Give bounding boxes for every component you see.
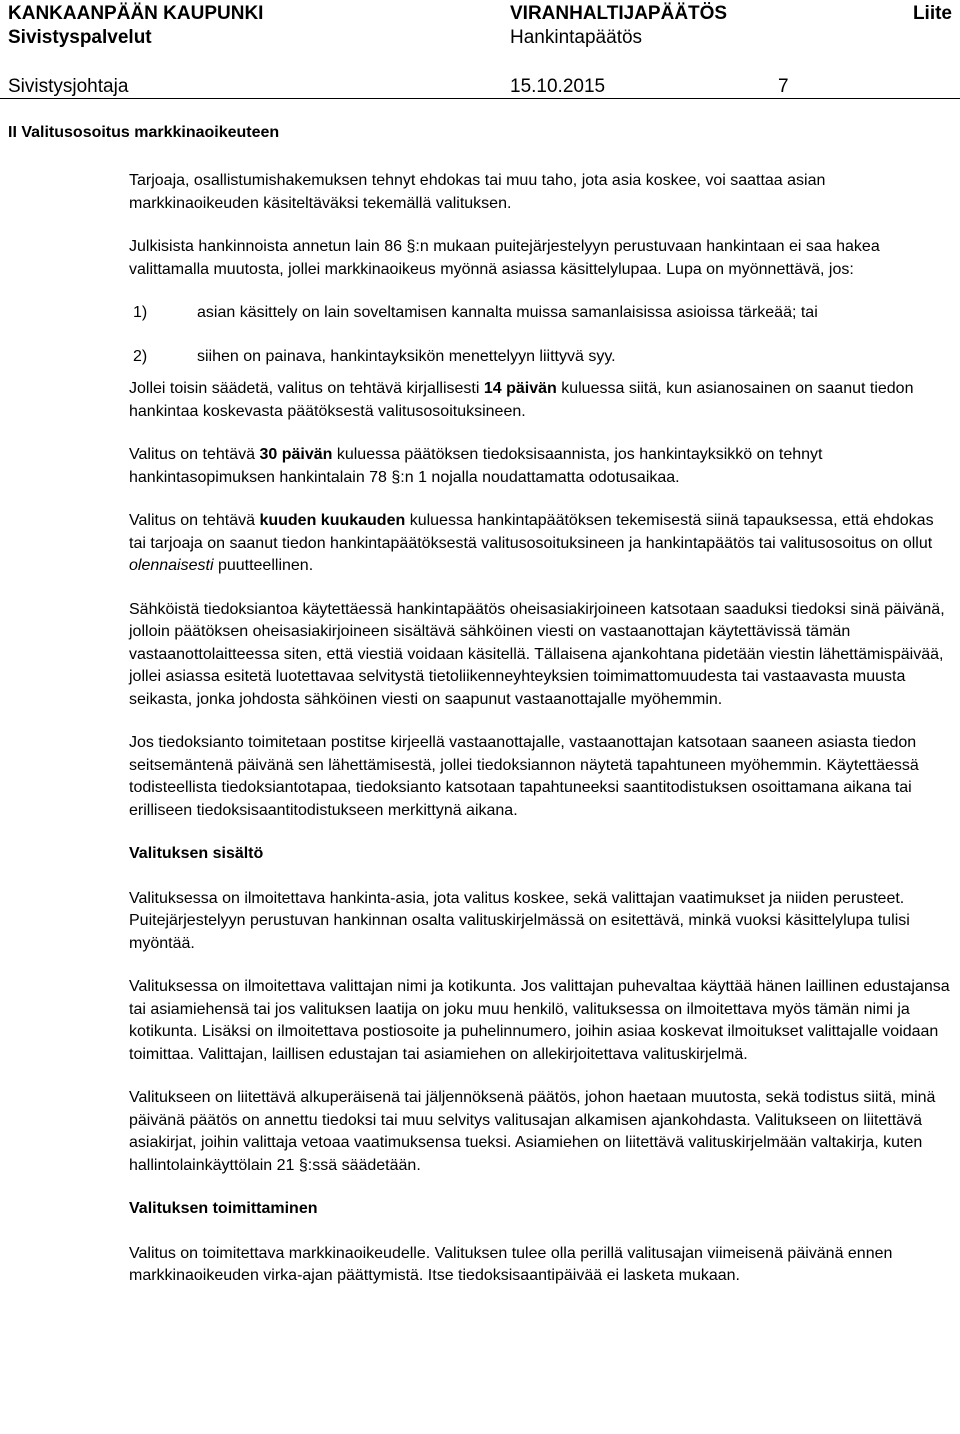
list-number: 2) [133,347,148,365]
paragraph: Valituksessa on ilmoitettava hankinta-asia, jota valitus koskee, sekä valittajan vaatimukset ja niiden perusteet. Puitejärjestelyyn perustuvan hankinnan osalta valituskirjelmässä on esitettävä, minkä vuoksi käsittelylupa tulisi myöntää. [129,889,910,952]
section-number: 7 [778,76,789,97]
deadline-emphasis: kuuden kuukauden [259,512,406,529]
list-number: 1) [133,304,148,321]
list-text: asian käsittely on lain soveltamisen kannalta muissa samanlaisissa asioissa tärkeää; tai [197,304,818,321]
paragraph: Valitus on tehtävä kuuden kuukauden kuluessa hankintapäätöksen tekemisestä siinä tapauksessa, että ehdokas tai tarjoaja on saanut tiedon hankintapäätöksestä valitusosoituksineen ja hankintapäätös tai valitusosoitus on ollut olennaisesti puutteellinen. [129,512,934,574]
paragraph: Sähköistä tiedoksiantoa käytettäessä hankintapäätös oheisasiakirjoineen katsotaan saaduksi tiedoksi sinä päivänä, jolloin päätöksen oheisasiakirjoineen sisältävä sähköinen viesti on vastaanottajan käytettävissä tämän vastaanottolaitteessa siten, että viestiä voidaan käsitellä. Tällaisena ajankohtana pidetään viestin lähettämispäivää, jollei asiassa esitetä luotettavaa selvitystä tietoliikenneyhteyksien toimimattomuudesta tai vastaavasta muusta seikasta, jonka johdosta sähköinen viesti on saapunut vastaanottajalle myöhemmin. [129,600,945,708]
paragraph: Tarjoaja, osallistumishakemuksen tehnyt ehdokas tai muu taho, jota asia koskee, voi saattaa asian markkinaoikeuden käsiteltäväksi tekemällä valituksen. [129,172,826,212]
list-text: siihen on painava, hankintayksikön menettelyyn liittyvä syy. [197,347,616,365]
subject: Hankintapäätös [510,27,643,48]
header-divider [0,98,960,99]
attachment-label: Liite [912,3,952,24]
paragraph: Valitukseen on liitettävä alkuperäisenä tai jäljennöksenä päätös, johon haetaan muutosta, sekä todistus siitä, minä päivänä päätös on annettu tiedoksi tai muu selvitys valitusajan alkamisen ajankohdasta. Valitukseen on liitettävä asiakirjat, joihin valittaja vetoaa vaatimuksensa tueksi. Asiamiehen on liitettävä valituskirjelmään valtakirja, kuten hallintolainkäyttölain 21 §:ssä säädetään. [129,1089,936,1174]
official-title: Sivistysjohtaja [8,76,129,97]
doc-type: VIRANHALTIJAPÄÄTÖS [510,3,728,24]
department: Sivistyspalvelut [8,27,152,48]
document-body [129,170,954,1309]
paragraph: Jos tiedoksianto toimitetaan postitse kirjeellä vastaanottajalle, vastaanottajan katsotaan saaneen asiasta tiedon seitsemäntenä päivänä sen lähettämisestä, jollei tiedoksiannon näytetä tapahtuneen myöhemmin. Käytettäessä todisteellista tiedoksiantotapaa, tiedoksianto katsotaan tapahtuneeksi saantitodistuksen osoittamana aikana tai erilliseen tiedoksisaantitodistukseen merkittynä aikana. [129,734,919,819]
paragraph: Julkisista hankinnoista annetun lain 86 §:n mukaan puitejärjestelyyn perustuvaan hankintaan ei saa hakea valittamalla muutosta, jollei markkinaoikeus myönnä asiassa käsittelylupaa. Lupa on myönnettävä, jos: [129,238,880,278]
deadline-emphasis: 30 päivän [259,446,333,463]
list-item [129,302,954,325]
decision-date: 15.10.2015 [510,76,606,97]
section-title: II Valitusosoitus markkinaoikeuteen [8,124,280,141]
paragraph: Jollei toisin säädetä, valitus on tehtävä kirjallisesti 14 päivän kuluessa siitä, kun asianosainen on saanut tiedon hankintaa koskevasta päätöksestä valitusosoituksineen. [129,380,914,420]
paragraph: Valituksessa on ilmoitettava valittajan nimi ja kotikunta. Jos valittajan puhevaltaa käyttää hänen laillinen edustajansa tai asiamiehensä tai jos valituksen laatija on joku muu henkilö, valituksessa on ilmoitettava myös tämän nimi ja kotikunta. Lisäksi on ilmoitettava postiosoite ja puhelinnumero, joihin asiaa koskevat ilmoitukset valittajalle voidaan toimittaa. Valittajan, laillisen edustajan tai asiamiehen on allekirjoitettava valituskirjelmä. [129,978,950,1063]
document-header [8,2,952,98]
subheading-sisalto: Valituksen sisältö [129,845,264,862]
paragraph: Valitus on toimitettava markkinaoikeudelle. Valituksen tulee olla perillä valitusajan viimeisenä päivänä ennen markkinaoikeuden virka-ajan päättymistä. Itse tiedoksisaantipäivää ei lasketa mukaan. [129,1244,893,1284]
italic-emphasis: olennaisesti [129,557,214,574]
org-name: KANKAANPÄÄN KAUPUNKI [8,3,264,24]
deadline-emphasis: 14 päivän [483,380,557,397]
list-item [129,346,954,369]
subheading-toimittaminen: Valituksen toimittaminen [129,1200,318,1217]
paragraph: Valitus on tehtävä 30 päivän kuluessa päätöksen tiedoksisaannista, jos hankintayksikkö on tehnyt hankintasopimuksen hankintalain 78 §:n 1 nojalla noudattamatta odotusaikaa. [129,446,823,486]
